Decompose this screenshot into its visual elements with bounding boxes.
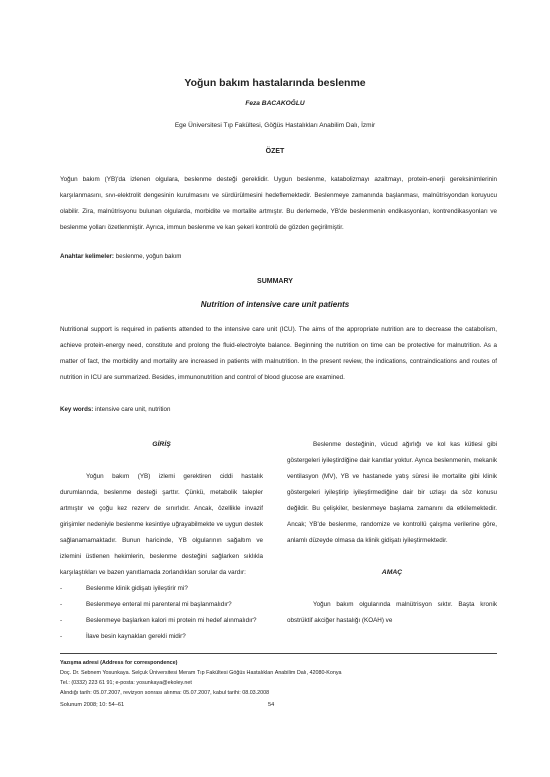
footnote-divider	[60, 653, 497, 654]
correspondence-address: Doç. Dr. Sebnem Yosunkaya. Selçuk Üniversitesi Meram Tıp Fakültesi Göğüs Hastalıkları Anabilim Dalı, 42080-Konya	[60, 670, 342, 676]
summary-keywords	[60, 406, 497, 413]
right-column	[287, 437, 497, 629]
ozet-keywords-text: beslenme, yoğun bakım	[115, 253, 182, 260]
correspondence-dates: Alındığı tarih: 05.07.2007, revizyon sonrası alınma: 05.07.2007, kabul tarihi: 08.03.2008	[60, 690, 270, 696]
page-number: 54	[268, 702, 275, 708]
ozet-keywords-label: Anahtar kelimeler:	[60, 253, 114, 260]
author-affiliation: Ege Üniversitesi Tıp Fakültesi, Göğüs Hastalıkları Anabilim Dalı, İzmir	[174, 122, 376, 129]
correspondence-contact: Tel.: (0332) 223 61 91; e-posta: yosunkaya@ekoley.net	[60, 680, 192, 686]
ozet-heading: ÖZET	[265, 148, 285, 155]
amac-heading: AMAÇ	[381, 569, 403, 576]
question-item: - İlave besin kaynakları gerekli midir?	[60, 629, 263, 645]
ozet-abstract: Yoğun bakım (YB)'da izlenen olgulara, beslenme desteği gereklidir. Uygun beslenme, katabolizmayı azaltmayı, protein-enerji gereksinimlerinin karşılanmasını, sıvı-elektrolit dengesinin kurulmasını ve sürdürülmesini hedeflemektedir. Beslenmeye zamanında başlanması, malnütrisyondan koruyucu olabilir. Zira, malnütrisyonu bulunan olgularda, morbidite ve mortalite artmıştır. Bu derlemede, YB'de beslenmenin endikasyonları, kontrendikasyonları ve beslenme yolları özetlenmiştir. Ayrıca, immun beslenme ve kan şekeri kontrolü de gözden geçirilmiştir.	[60, 176, 497, 231]
question-item: - Beslenmeye başlarken kalori mi protein mi hedef alınmalıdır?	[60, 613, 263, 629]
summary-abstract: Nutritional support is required in patients attended to the intensive care unit (ICU). The aims of the appropriate nutrition are to decrease the catabolism, achieve protein-energy need, constitute and prolong the fluid-electrolyte balance. Beginning the nutrition on time can be protective for malnutrition. As a matter of fact, the morbidity and mortality are increased in patients with malnutrition. In the present review, the indications, contraindications and routes of nutrition in ICU are summarized. Besides, immunonutrition and control of blood glucose are examined.	[60, 326, 497, 381]
question-item: - Beslenme klinik gidişatı iyileştirir mi?	[60, 581, 263, 597]
article-author: Feza BACAKOĞLU	[245, 100, 305, 107]
correspondence-block	[60, 658, 497, 698]
summary-keywords-text: intensive care unit, nutrition	[95, 406, 171, 413]
summary-heading: SUMMARY	[257, 278, 293, 285]
question-item: - Beslenmeye enteral mi parenteral mi başlanmalıdır?	[60, 597, 263, 613]
journal-citation: Solunum 2008; 10: 54–61	[60, 702, 125, 708]
giris-heading: GİRİŞ	[152, 441, 171, 448]
correspondence-heading: Yazışma adresi (Address for correspondence)	[60, 660, 178, 666]
left-column	[60, 437, 263, 645]
right-paragraph-1: Beslenme desteğinin, vücud ağırlığı ve kol kas kütlesi gibi göstergeleri iyileştirdiğine dair kanıtlar yoktur. Ayrıca beslenmenin, mekanik ventilasyon (MV), YB ve hastanede yatış süresi ile mortalite gibi klinik göstergeleri iyileştirip iyileştirmediğine dair bir uzlaşı da söz konusu değildir. Bu çelişkiler, beslenmeye başlama zamanını da etkilemektedir. Ancak; YB'de beslenme, randomize ve kontrollü çalışma verilerine göre, anlamlı düzeyde olmasa da klinik gidişatı iyileştirmektedir.	[287, 441, 497, 544]
ozet-keywords	[60, 253, 497, 260]
article-title: Yoğun bakım hastalarında beslenme	[184, 77, 366, 89]
right-paragraph-2: Yoğun bakım olgularında malnütrisyon sıktır. Başta kronik obstrüktif akciğer hastalığı (KOAH) ve	[287, 601, 497, 624]
giris-paragraph: Yoğun bakım (YB) izlemi gerektiren ciddi hastalık durumlarında, beslenme desteği şarttır. Çünkü, metabolik talepler artmıştır ve çoğu kez rezerv de sınırlıdır. Ancak, özellikle invazif girişimler nedeniyle beslenme kesintiye uğrayabilmekte ve uygun destek sağlanamamaktadır. Bunun haricinde, YB olgularının sağaltım ve izlemini üstlenen hekimlerin, beslenme desteğini sağlarken sıklıkla karşılaştıkları ve bazen yanıtlamada zorlandıkları sorular da vardır:	[60, 473, 263, 576]
question-list	[60, 581, 263, 645]
summary-subtitle: Nutrition of intensive care unit patients	[200, 300, 350, 309]
summary-keywords-label: Key words:	[60, 406, 94, 413]
